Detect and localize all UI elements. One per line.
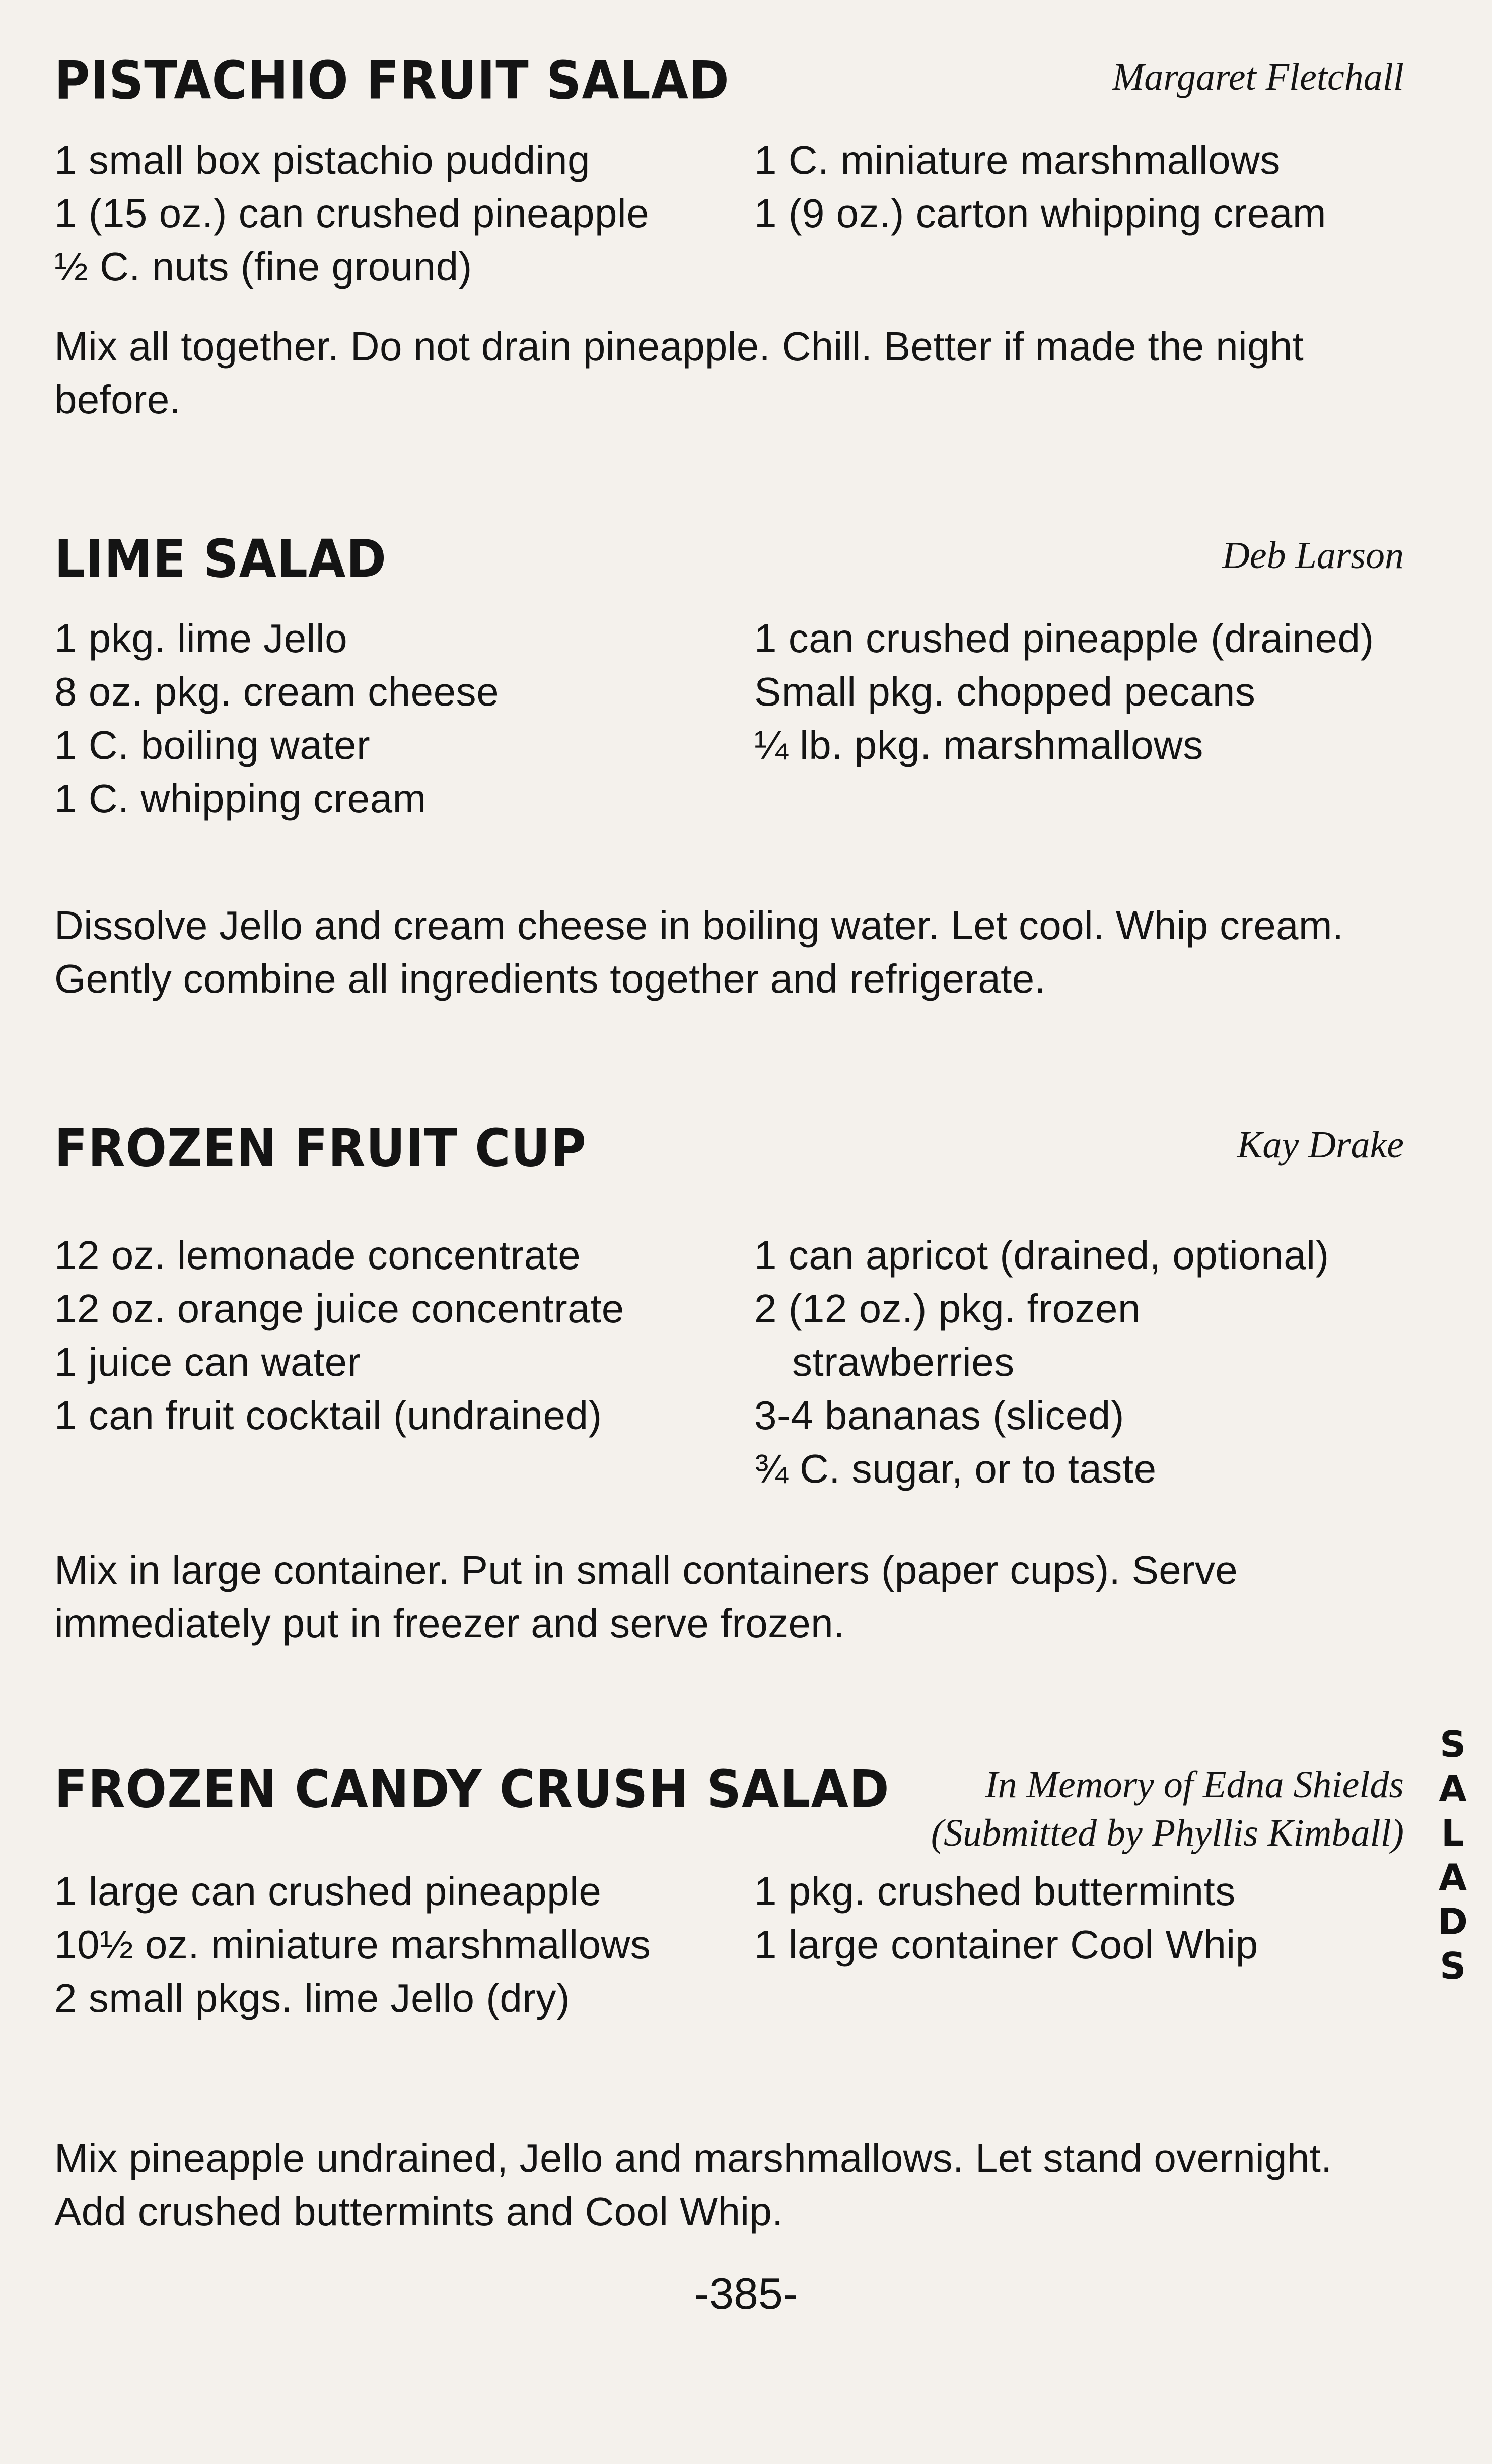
ingredient: 1 pkg. lime Jello	[54, 616, 348, 661]
ingredient: 1 C. miniature marshmallows	[754, 137, 1281, 182]
recipe-header	[54, 1756, 1404, 1857]
recipe-header	[54, 1115, 1404, 1181]
ingredients-right-column	[754, 612, 1404, 772]
ingredient: 1 juice can water	[54, 1340, 361, 1384]
ingredient: 8 oz. pkg. cream cheese	[54, 669, 500, 714]
recipe-title: FROZEN FRUIT CUP	[54, 1117, 587, 1179]
ingredient: 12 oz. orange juice concentrate	[54, 1286, 624, 1331]
ingredients-left-column	[54, 1229, 739, 1442]
recipe-author-line: In Memory of Edna Shields	[985, 1764, 1404, 1806]
recipe-title: FROZEN CANDY CRUSH SALAD	[54, 1758, 890, 1820]
ingredient: ¾ C. sugar, or to taste	[754, 1446, 1157, 1491]
recipe-directions: Mix pineapple undrained, Jello and marshmallows. Let stand overnight. Add crushed buttermints and Cool Whip.	[54, 2136, 1332, 2234]
recipe-frozen-candy-crush-salad	[54, 1756, 1404, 2234]
side-tab-letter: D	[1438, 1900, 1468, 1943]
recipe-pistachio-fruit-salad	[54, 48, 1404, 422]
side-tab-letter: S	[1440, 1945, 1466, 1987]
ingredients	[54, 133, 1404, 300]
ingredient: 1 can crushed pineapple (drained)	[754, 616, 1374, 661]
ingredient-continued: strawberries	[792, 1340, 1015, 1384]
recipe-author: Deb Larson	[1222, 534, 1404, 577]
ingredients-left-column	[54, 133, 739, 294]
recipe-frozen-fruit-cup	[54, 1115, 1404, 1646]
ingredient: ½ C. nuts (fine ground)	[54, 244, 472, 289]
recipe-author: Kay Drake	[1237, 1123, 1404, 1166]
ingredient: 1 can apricot (drained, optional)	[754, 1233, 1329, 1278]
ingredient: 1 can fruit cocktail (undrained)	[54, 1393, 602, 1438]
side-tab-letter: A	[1439, 1856, 1467, 1898]
ingredients-right-column	[754, 1229, 1404, 1496]
recipe-author	[931, 1761, 1404, 1857]
ingredient: 10½ oz. miniature marshmallows	[54, 1922, 651, 1967]
side-tab-letter: S	[1440, 1723, 1466, 1766]
side-tab-letter: L	[1441, 1812, 1464, 1854]
recipe-author-submitted: (Submitted by Phyllis Kimball)	[931, 1812, 1404, 1854]
ingredient: ¼ lb. pkg. marshmallows	[754, 723, 1203, 767]
ingredient: 1 small box pistachio pudding	[54, 137, 591, 182]
page-number: -385-	[694, 2269, 798, 2318]
ingredients	[54, 1229, 1404, 1501]
ingredients-right-column	[754, 1865, 1404, 1972]
recipe-title: LIME SALAD	[54, 528, 387, 590]
ingredient: 12 oz. lemonade concentrate	[54, 1233, 581, 1278]
recipe-header	[54, 48, 1404, 113]
recipe-author: Margaret Fletchall	[1112, 56, 1404, 98]
section-side-tab	[1430, 1722, 1475, 1988]
side-tab-letter: A	[1439, 1768, 1467, 1810]
ingredient: Small pkg. chopped pecans	[754, 669, 1256, 714]
ingredient: 3-4 bananas (sliced)	[754, 1393, 1124, 1438]
recipe-header	[54, 526, 1404, 592]
recipe-lime-salad	[54, 526, 1404, 1001]
ingredient: 1 C. whipping cream	[54, 776, 427, 821]
ingredients-right-column	[754, 133, 1404, 240]
ingredients	[54, 1865, 1404, 2031]
ingredients-left-column	[54, 1865, 739, 2025]
ingredient: 1 large container Cool Whip	[754, 1922, 1258, 1967]
recipe-title: PISTACHIO FRUIT SALAD	[54, 50, 730, 111]
ingredients	[54, 612, 1404, 828]
ingredient: 2 (12 oz.) pkg. frozen	[754, 1286, 1141, 1331]
ingredient: 1 large can crushed pineapple	[54, 1869, 602, 1914]
ingredient: 1 pkg. crushed buttermints	[754, 1869, 1236, 1914]
recipe-directions: Mix all together. Do not drain pineapple. Chill. Better if made the night before.	[54, 324, 1304, 422]
ingredient: 1 (9 oz.) carton whipping cream	[754, 191, 1327, 236]
ingredient: 2 small pkgs. lime Jello (dry)	[54, 1976, 571, 2020]
ingredient: 1 (15 oz.) can crushed pineapple	[54, 191, 650, 236]
ingredients-left-column	[54, 612, 739, 825]
recipe-directions: Mix in large container. Put in small containers (paper cups). Serve immediately put in freezer and serve frozen.	[54, 1547, 1238, 1646]
recipe-directions: Dissolve Jello and cream cheese in boiling water. Let cool. Whip cream. Gently combine all ingredients together and refrigerate.	[54, 903, 1344, 1001]
ingredient: 1 C. boiling water	[54, 723, 371, 767]
